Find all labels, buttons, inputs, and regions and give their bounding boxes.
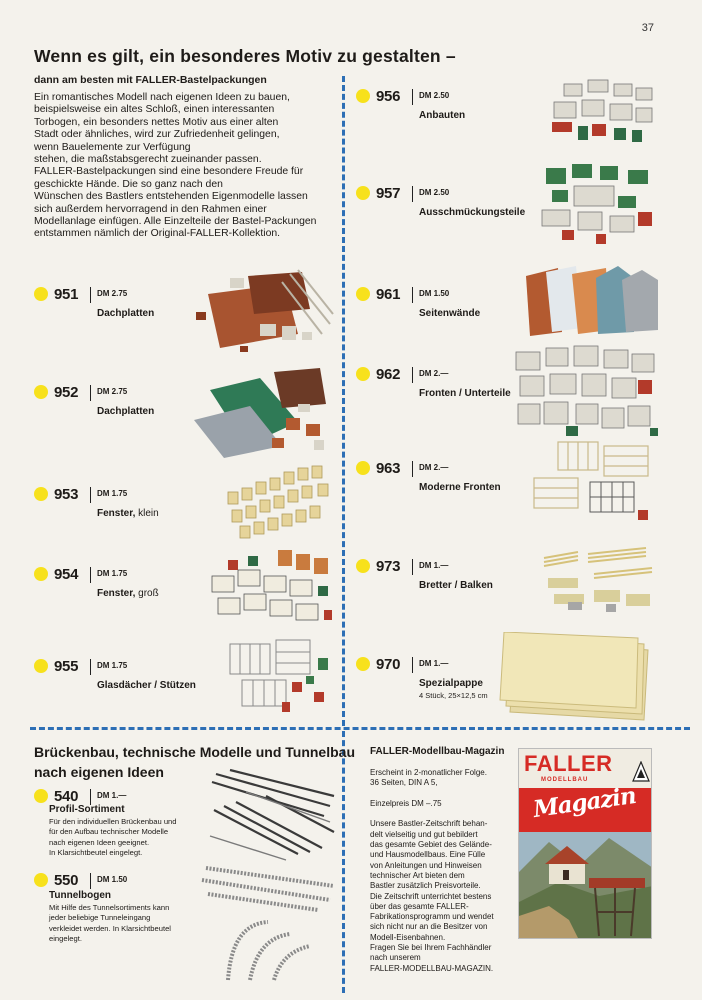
bullet-dot: [356, 89, 370, 103]
intro-paragraph: Ein romantisches Modell nach eigenen Ideen zu bauen, beispielsweise ein altes Schloß, einen interessanten Torbogen, ein besonders nettes Motiv aus einer alten Stadt oder ähnliches, wird zur Zufriedenheit gelingen, wenn Bauelemente zur Verfügung stehen, die maßstabsgerecht zueinander passen. FALLER-Bastelpackungen sind eine besondere Freude für geschickte Hände. Die so ganz nach den Wünschen des Bastlers entstehenden Eigenmodelle lassen sich außerdem hervorragend in den Rahmen einer Modellanlage einfügen. Alle Einzelteile der Bastel-Packungen entstammen nämlich der Original-FALLER-Kollektion.: [34, 92, 317, 240]
bullet-dot: [34, 487, 48, 501]
magazine-description: Erscheint in 2-monatlicher Folge. 36 Seiten, DIN A 5, Einzelpreis DM –.75 Unsere Bastler-Zeitschrift behan- delt vielseitig und gut bebildert das gesamte Gebiet des Gelände- und Hausmodellbaus. Eine Fülle von Anleitungen und Hinweisen technischer Art bieten dem Bastler zusätzlich Preisvorteile. Die Zeitschrift unterrichtet bestens über das gesamte FALLER- Fabrikationsprogramm und wendet sich nicht nur an die Besitzer von Modell-Eisenbahnen. Fragen Sie bei Ihrem Fachhändler nach unserem FALLER-MODELLBAU-MAGAZIN.: [370, 768, 494, 973]
product-price: DM 1.50: [97, 875, 128, 884]
product-image-windows-small: [222, 462, 337, 544]
magazine-cover-sub: MODELLBAU: [541, 777, 589, 783]
product-number: 955: [54, 658, 79, 675]
product-image-modern-fronts: [528, 438, 658, 524]
product-number: 550: [54, 872, 79, 889]
bullet-dot: [34, 789, 48, 803]
page-subheadline: dann am besten mit FALLER-Bastelpackungen: [34, 74, 267, 86]
product-number: 962: [376, 366, 401, 383]
product-name: Tunnelbogen: [49, 890, 112, 901]
product-price: DM 1.75: [97, 661, 128, 670]
product-number: 957: [376, 185, 401, 202]
product-name: Dachplatten: [97, 308, 155, 319]
magazine-cover-image: [518, 748, 652, 939]
product-image-roof-plates-951: [190, 264, 335, 357]
product-image-roof-plates-952: [190, 364, 335, 459]
bullet-dot: [34, 287, 48, 301]
product-image-glass-roofs: [222, 636, 337, 718]
product-image-boards-beams: [534, 544, 658, 616]
vertical-divider: [342, 76, 345, 726]
product-name: Fenster, klein: [97, 508, 159, 519]
product-price: DM 1.—: [97, 791, 127, 800]
product-price: DM 2.—: [419, 463, 449, 472]
bullet-dot: [356, 367, 370, 381]
bullet-dot: [34, 873, 48, 887]
product-price: DM 2.75: [97, 289, 128, 298]
product-name: Seitenwände: [419, 308, 481, 319]
product-price: DM 1.75: [97, 489, 128, 498]
bullet-dot: [356, 559, 370, 573]
product-image-tunnel-arches: [198, 862, 338, 986]
product-price: DM 2.50: [419, 91, 450, 100]
product-number: 952: [54, 384, 79, 401]
product-number: 954: [54, 566, 79, 583]
product-image-profile-assortment: [206, 766, 338, 862]
page-headline: Wenn es gilt, ein besonderes Motiv zu gestalten –: [34, 46, 456, 66]
product-name: Dachplatten: [97, 406, 155, 417]
horizontal-divider: [30, 727, 690, 730]
product-name: Fronten / Unterteile: [419, 388, 511, 399]
magazine-cover-scene: [519, 832, 652, 939]
product-price: DM 1.50: [419, 289, 450, 298]
magazine-cover-script: Magazin: [531, 781, 638, 824]
product-name: Moderne Fronten: [419, 482, 501, 493]
product-number: 951: [54, 286, 79, 303]
product-name: Ausschmückungsteile: [419, 207, 526, 218]
product-number: 970: [376, 656, 401, 673]
bullet-dot: [356, 657, 370, 671]
product-image-decoration-parts: [532, 160, 660, 248]
product-number: 973: [376, 558, 401, 575]
product-name: Glasdächer / Stützen: [97, 680, 196, 691]
product-540-description: Für den individuellen Brückenbau und für den Aufbau technischer Modelle nach eigenen Ideen geeignet. In Klarsichtbeutel eingelegt.: [49, 817, 177, 857]
section2-title: Brückenbau, technische Modelle und Tunnelbau nach eigenen Ideen: [34, 744, 356, 780]
bullet-dot: [34, 385, 48, 399]
product-price: DM 2.50: [419, 188, 450, 197]
product-image-side-walls: [522, 266, 658, 338]
faller-logo-icon: [632, 761, 650, 783]
product-number: 961: [376, 286, 401, 303]
product-price: DM 1.—: [419, 561, 449, 570]
product-name: Bretter / Balken: [419, 580, 493, 591]
product-image-special-cardboard: [498, 632, 658, 722]
product-550-description: Mit Hilfe des Tunnelsortiments kann jeder beliebige Tunneleingang verkleidet werden. In Klarsichtbeutel eingelegt.: [49, 903, 171, 943]
bullet-dot: [356, 461, 370, 475]
bullet-dot: [34, 567, 48, 581]
bullet-dot: [356, 287, 370, 301]
bullet-dot: [34, 659, 48, 673]
product-price: DM 1.75: [97, 569, 128, 578]
product-price: DM 2.75: [97, 387, 128, 396]
product-price: DM 2.—: [419, 369, 449, 378]
product-image-windows-large: [208, 546, 338, 630]
product-price: DM 1.—: [419, 659, 449, 668]
product-number: 963: [376, 460, 401, 477]
magazine-cover-brand: FALLER: [524, 751, 613, 776]
product-number: 953: [54, 486, 79, 503]
product-name: Fenster, groß: [97, 588, 159, 599]
product-name: Profil-Sortiment: [49, 804, 125, 815]
product-name: Spezialpappe: [419, 678, 483, 689]
product-image-fronts-bases: [510, 344, 660, 440]
product-number: 956: [376, 88, 401, 105]
product-number: 540: [54, 788, 79, 805]
magazine-title: FALLER-Modellbau-Magazin: [370, 746, 505, 757]
bullet-dot: [356, 186, 370, 200]
product-image-annexes: [544, 78, 659, 150]
page-number: 37: [641, 22, 654, 34]
product-name: Anbauten: [419, 110, 466, 121]
product-note: 4 Stück, 25×12,5 cm: [419, 691, 488, 700]
